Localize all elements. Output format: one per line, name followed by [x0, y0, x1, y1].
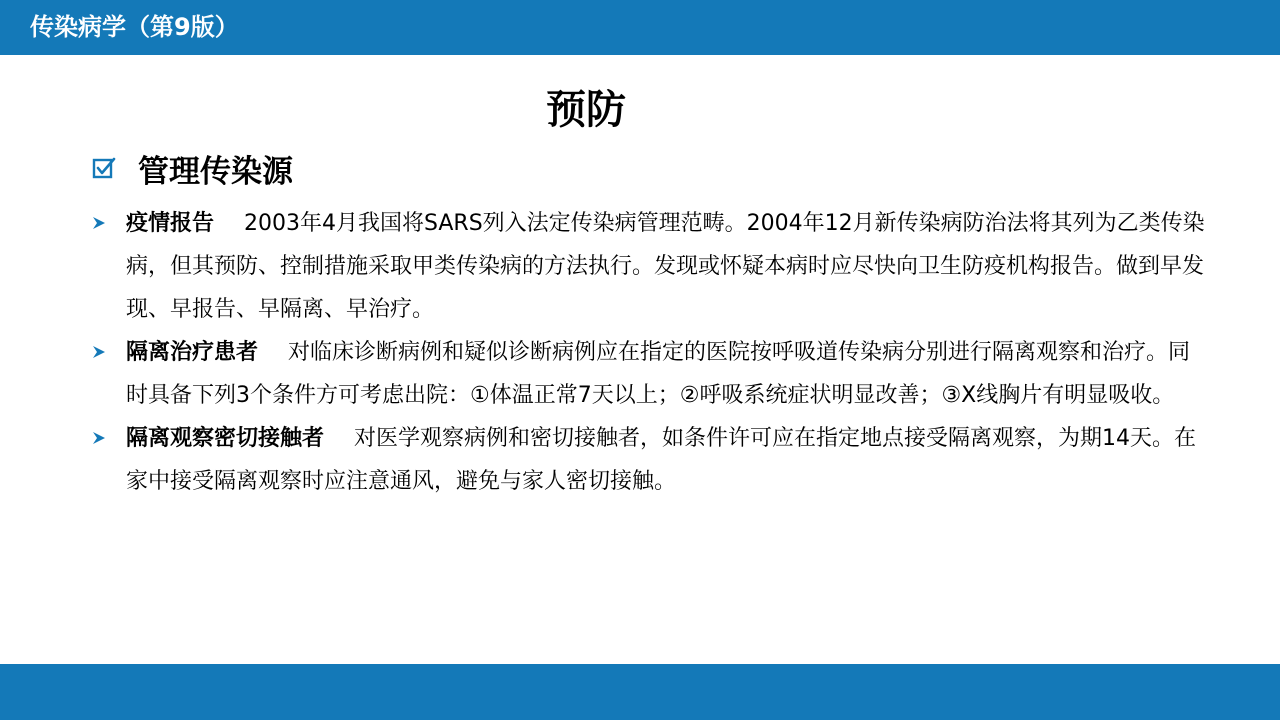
- header-bar: [0, 0, 1280, 55]
- footer-bar: [0, 664, 1280, 720]
- bullet-text: 2003年4月我国将SARS列入法定传染病管理范畴。2004年12月新传染病防治法将其列为乙类传染病，但其预防、控制措施采取甲类传染病的方法执行。发现或怀疑本病时应尽快向卫生防疫机构报告。做到早发现、早报告、早隔离、早治疗。: [126, 211, 1205, 322]
- arrow-bullet-icon: [92, 216, 106, 230]
- bullet-text: 对临床诊断病例和疑似诊断病例应在指定的医院按呼吸道传染病分别进行隔离观察和治疗。同时具备下列3个条件方可考虑出院：①体温正常7天以上；②呼吸系统症状明显改善；③X线胸片有明显吸收。: [126, 340, 1191, 408]
- bullet-term: 隔离观察密切接触者: [126, 426, 325, 451]
- bullet-term: 隔离治疗患者: [126, 340, 259, 365]
- slide-title: 预防: [546, 87, 626, 133]
- bullet-term: 疫情报告: [126, 211, 215, 236]
- arrow-bullet-icon: [92, 345, 106, 359]
- arrow-bullet-icon: [92, 431, 106, 445]
- section-label: 管理传染源: [138, 153, 293, 190]
- checkbox-icon: [92, 156, 116, 180]
- bullet-item: [92, 331, 1212, 417]
- bullet-item: [92, 202, 1212, 331]
- course-title: 传染病学（第9版）: [30, 13, 239, 41]
- bullet-text: 对医学观察病例和密切接触者，如条件许可应在指定地点接受隔离观察，为期14天。在家中接受隔离观察时应注意通风，避免与家人密切接触。: [126, 426, 1197, 494]
- section-heading: [92, 148, 293, 188]
- bullet-list: [92, 202, 1212, 503]
- bullet-item: [92, 417, 1212, 503]
